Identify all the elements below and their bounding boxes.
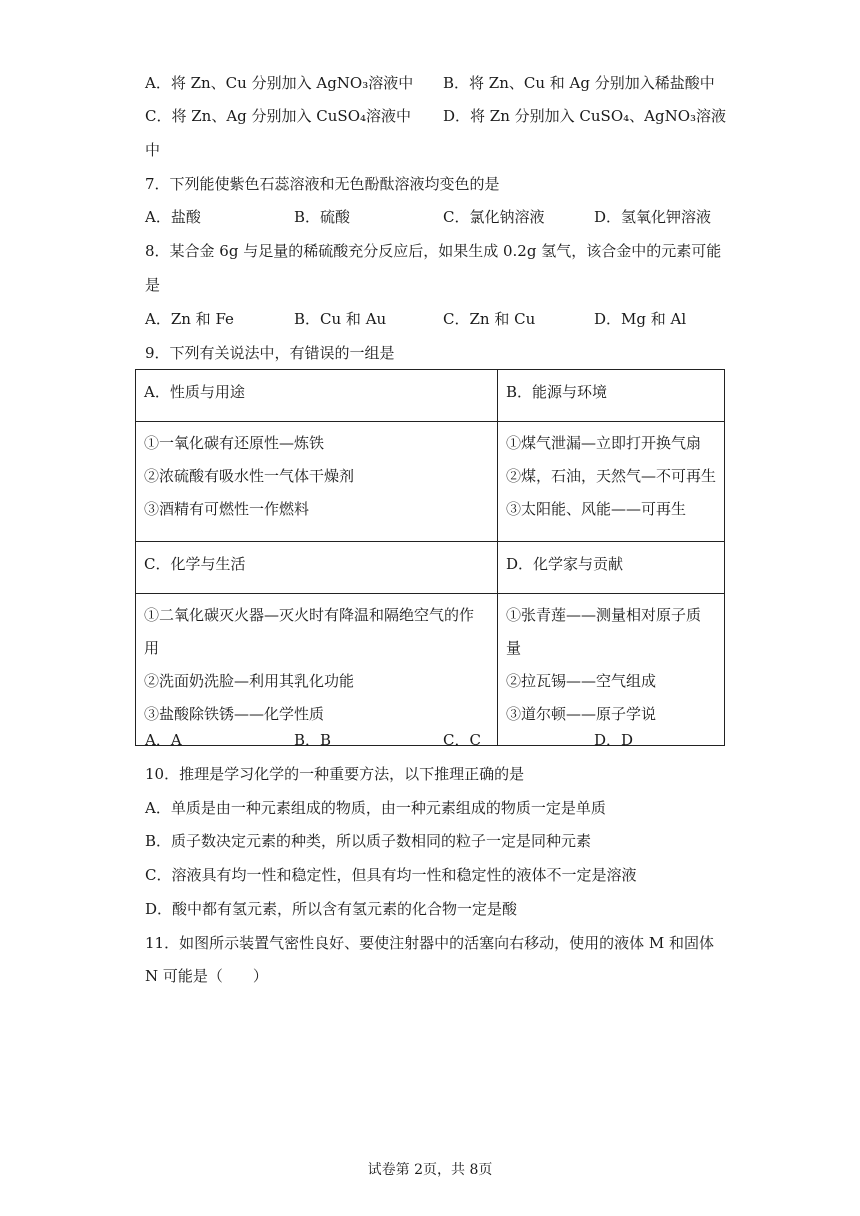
q8-option-d: D．Mg 和 Al (594, 310, 687, 328)
q9-option-c: C．C (443, 731, 481, 749)
q6-option-b: B．将 Zn、Cu 和 Ag 分别加入稀盐酸中 (443, 74, 715, 92)
q9-c-item-3: ③盐酸除铁锈——化学性质 (144, 705, 325, 723)
q9-cell-d-items (498, 594, 725, 746)
q9-c-item-2: ②洗面奶洗脸—利用其乳化功能 (144, 672, 355, 690)
q9-b-item-1: ①煤气泄漏—立即打开换气扇 (506, 434, 702, 452)
q7-option-d: D．氢氧化钾溶液 (594, 208, 712, 226)
q10-option-b: B．质子数决定元素的种类，所以质子数相同的粒子一定是同种元素 (145, 832, 592, 850)
q7-option-a: A．盐酸 (145, 208, 201, 226)
q8-stem-line2: 是 (145, 276, 161, 294)
q9-option-d: D．D (594, 731, 634, 749)
q11-stem-line2: N 可能是（ ） (145, 967, 268, 985)
q9-a-item-2: ②浓硫酸有吸水性一气体干燥剂 (144, 467, 355, 485)
q9-cell-a-title: A．性质与用途 (136, 370, 498, 422)
q9-cell-b-items (498, 422, 725, 542)
q8-option-b: B．Cu 和 Au (294, 310, 387, 328)
q9-d-item-1-wrap: 量 (506, 639, 522, 657)
q9-cell-a-items (136, 422, 498, 542)
q10-option-a: A．单质是由一种元素组成的物质，由一种元素组成的物质一定是单质 (145, 799, 606, 817)
q9-a-item-1: ①一氧化碳有还原性—炼铁 (144, 434, 325, 452)
q9-d-item-1: ①张青莲——测量相对原子质 (506, 606, 702, 624)
q9-cell-b-title: B．能源与环境 (498, 370, 725, 422)
q10-option-d: D．酸中都有氢元素，所以含有氢元素的化合物一定是酸 (145, 900, 518, 918)
q9-b-item-2: ②煤，石油，天然气—不可再生 (506, 467, 717, 485)
q8-option-a: A．Zn 和 Fe (145, 310, 234, 328)
q9-stem: 9．下列有关说法中，有错误的一组是 (145, 344, 395, 362)
q9-option-a: A．A (145, 731, 182, 749)
q9-a-item-3: ③酒精有可燃性一作燃料 (144, 500, 310, 518)
q6-option-c: C．将 Zn、Ag 分别加入 CuSO₄溶液中 (145, 107, 412, 125)
q9-c-item-1-wrap: 用 (144, 639, 160, 657)
q9-table (135, 369, 725, 746)
q9-b-item-3: ③太阳能、风能——可再生 (506, 500, 687, 518)
q9-cell-d-title: D．化学家与贡献 (498, 542, 725, 594)
q9-c-item-1: ①二氧化碳灭火器—灭火时有降温和隔绝空气的作 (144, 606, 475, 624)
q9-d-item-2: ②拉瓦锡——空气组成 (506, 672, 657, 690)
q7-stem: 7．下列能使紫色石蕊溶液和无色酚酞溶液均变色的是 (145, 175, 500, 193)
q9-cell-c-title: C．化学与生活 (136, 542, 498, 594)
q9-option-b: B．B (294, 731, 332, 749)
q11-stem-line1: 11．如图所示装置气密性良好、要使注射器中的活塞向右移动，使用的液体 M 和固体 (145, 934, 714, 952)
page-footer: 试卷第 2页，共 8页 (367, 1162, 493, 1178)
q7-option-b: B．硫酸 (294, 208, 351, 226)
q6-option-d-wrap: 中 (145, 141, 161, 159)
q8-option-c: C．Zn 和 Cu (443, 310, 536, 328)
q9-cell-c-items (136, 594, 498, 746)
q10-stem: 10．推理是学习化学的一种重要方法，以下推理正确的是 (145, 765, 525, 783)
q10-option-c: C．溶液具有均一性和稳定性，但具有均一性和稳定性的液体不一定是溶液 (145, 866, 637, 884)
q6-option-a: A．将 Zn、Cu 分别加入 AgNO₃溶液中 (145, 74, 414, 92)
q9-d-item-3: ③道尔顿——原子学说 (506, 705, 657, 723)
q6-option-d: D．将 Zn 分别加入 CuSO₄、AgNO₃溶液 (443, 107, 727, 125)
q8-stem-line1: 8．某合金 6g 与足量的稀硫酸充分反应后，如果生成 0.2g 氢气，该合金中的元素可能 (145, 242, 722, 260)
q7-option-c: C．氯化钠溶液 (443, 208, 545, 226)
